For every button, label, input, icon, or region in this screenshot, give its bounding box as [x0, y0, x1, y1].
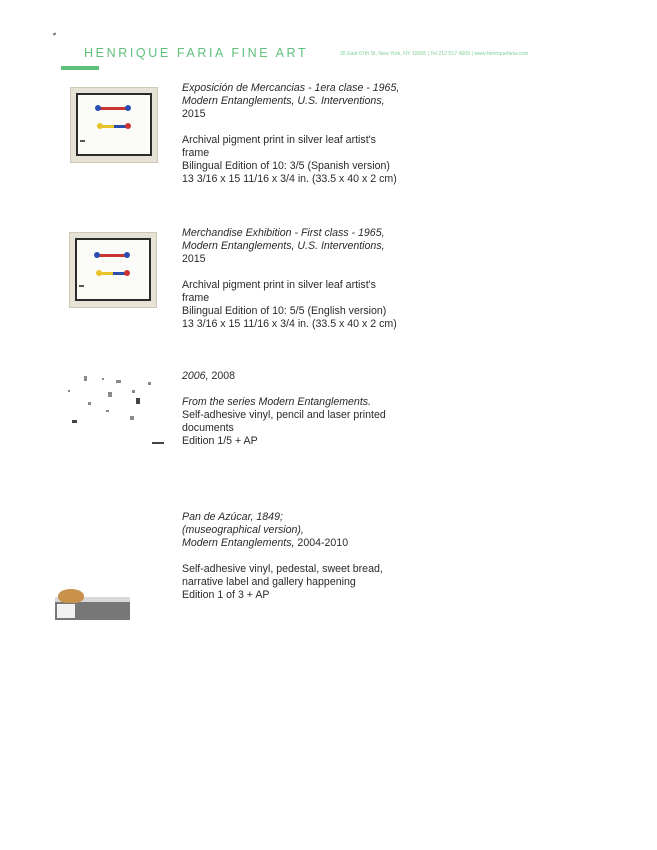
series-line: From the series Modern Entanglements.: [182, 396, 372, 408]
series-line: Modern Entanglements, 2004-2010: [182, 537, 349, 549]
title-line: Merchandise Exhibition - First class - 1965,: [182, 227, 385, 239]
title-line: 2006, 2008: [182, 370, 236, 382]
entry-text: [182, 227, 442, 331]
bone-print-image: [78, 95, 152, 153]
header-accent-bar: [61, 66, 99, 70]
detail-line: narrative label and gallery happening: [182, 576, 356, 588]
installation-thumbnail: [62, 372, 172, 452]
detail-line: frame: [182, 292, 210, 304]
detail-line: Archival pigment print in silver leaf artist's: [182, 279, 376, 291]
detail-line: Self-adhesive vinyl, pedestal, sweet bread,: [182, 563, 383, 575]
title-line: Modern Entanglements, U.S. Interventions,: [182, 95, 385, 107]
detail-line: Bilingual Edition of 10: 3/5 (Spanish version): [182, 160, 390, 172]
detail-line: 13 3/16 x 15 11/16 x 3/4 in. (33.5 x 40 x 2 cm): [182, 318, 397, 330]
bone-print-image: [77, 240, 151, 298]
title-line: (museographical version),: [182, 524, 304, 536]
detail-line: frame: [182, 147, 210, 159]
artwork-thumbnail-spanish: [70, 87, 158, 163]
year: 2015: [182, 253, 206, 265]
title-line: Pan de Azúcar, 1849;: [182, 511, 283, 523]
detail-line: documents: [182, 422, 234, 434]
entry-text: [182, 82, 442, 186]
detail-line: Archival pigment print in silver leaf artist's: [182, 134, 376, 146]
detail-line: Edition 1 of 3 + AP: [182, 589, 270, 601]
detail-line: Bilingual Edition of 10: 5/5 (English version): [182, 305, 387, 317]
gallery-address: 35 East 67th St, New York, NY 10065 | Tel 212 517 4609 | www.henriquefaria.com: [340, 51, 529, 57]
installation-photo: [55, 597, 130, 620]
detail-line: Self-adhesive vinyl, pencil and laser printed: [182, 409, 386, 421]
detail-line: 13 3/16 x 15 11/16 x 3/4 in. (33.5 x 40 x 2 cm): [182, 173, 397, 185]
entry-text: [182, 370, 442, 448]
entry-text: [182, 511, 442, 602]
scan-speck: [53, 32, 57, 35]
gallery-name: HENRIQUE FARIA FINE ART: [84, 46, 309, 60]
year: 2015: [182, 108, 206, 120]
title-line: Exposición de Mercancias - 1era clase - 1965,: [182, 82, 400, 94]
artwork-thumbnail-english: [69, 232, 157, 308]
title-line: Modern Entanglements, U.S. Interventions,: [182, 240, 385, 252]
detail-line: Edition 1/5 + AP: [182, 435, 258, 447]
